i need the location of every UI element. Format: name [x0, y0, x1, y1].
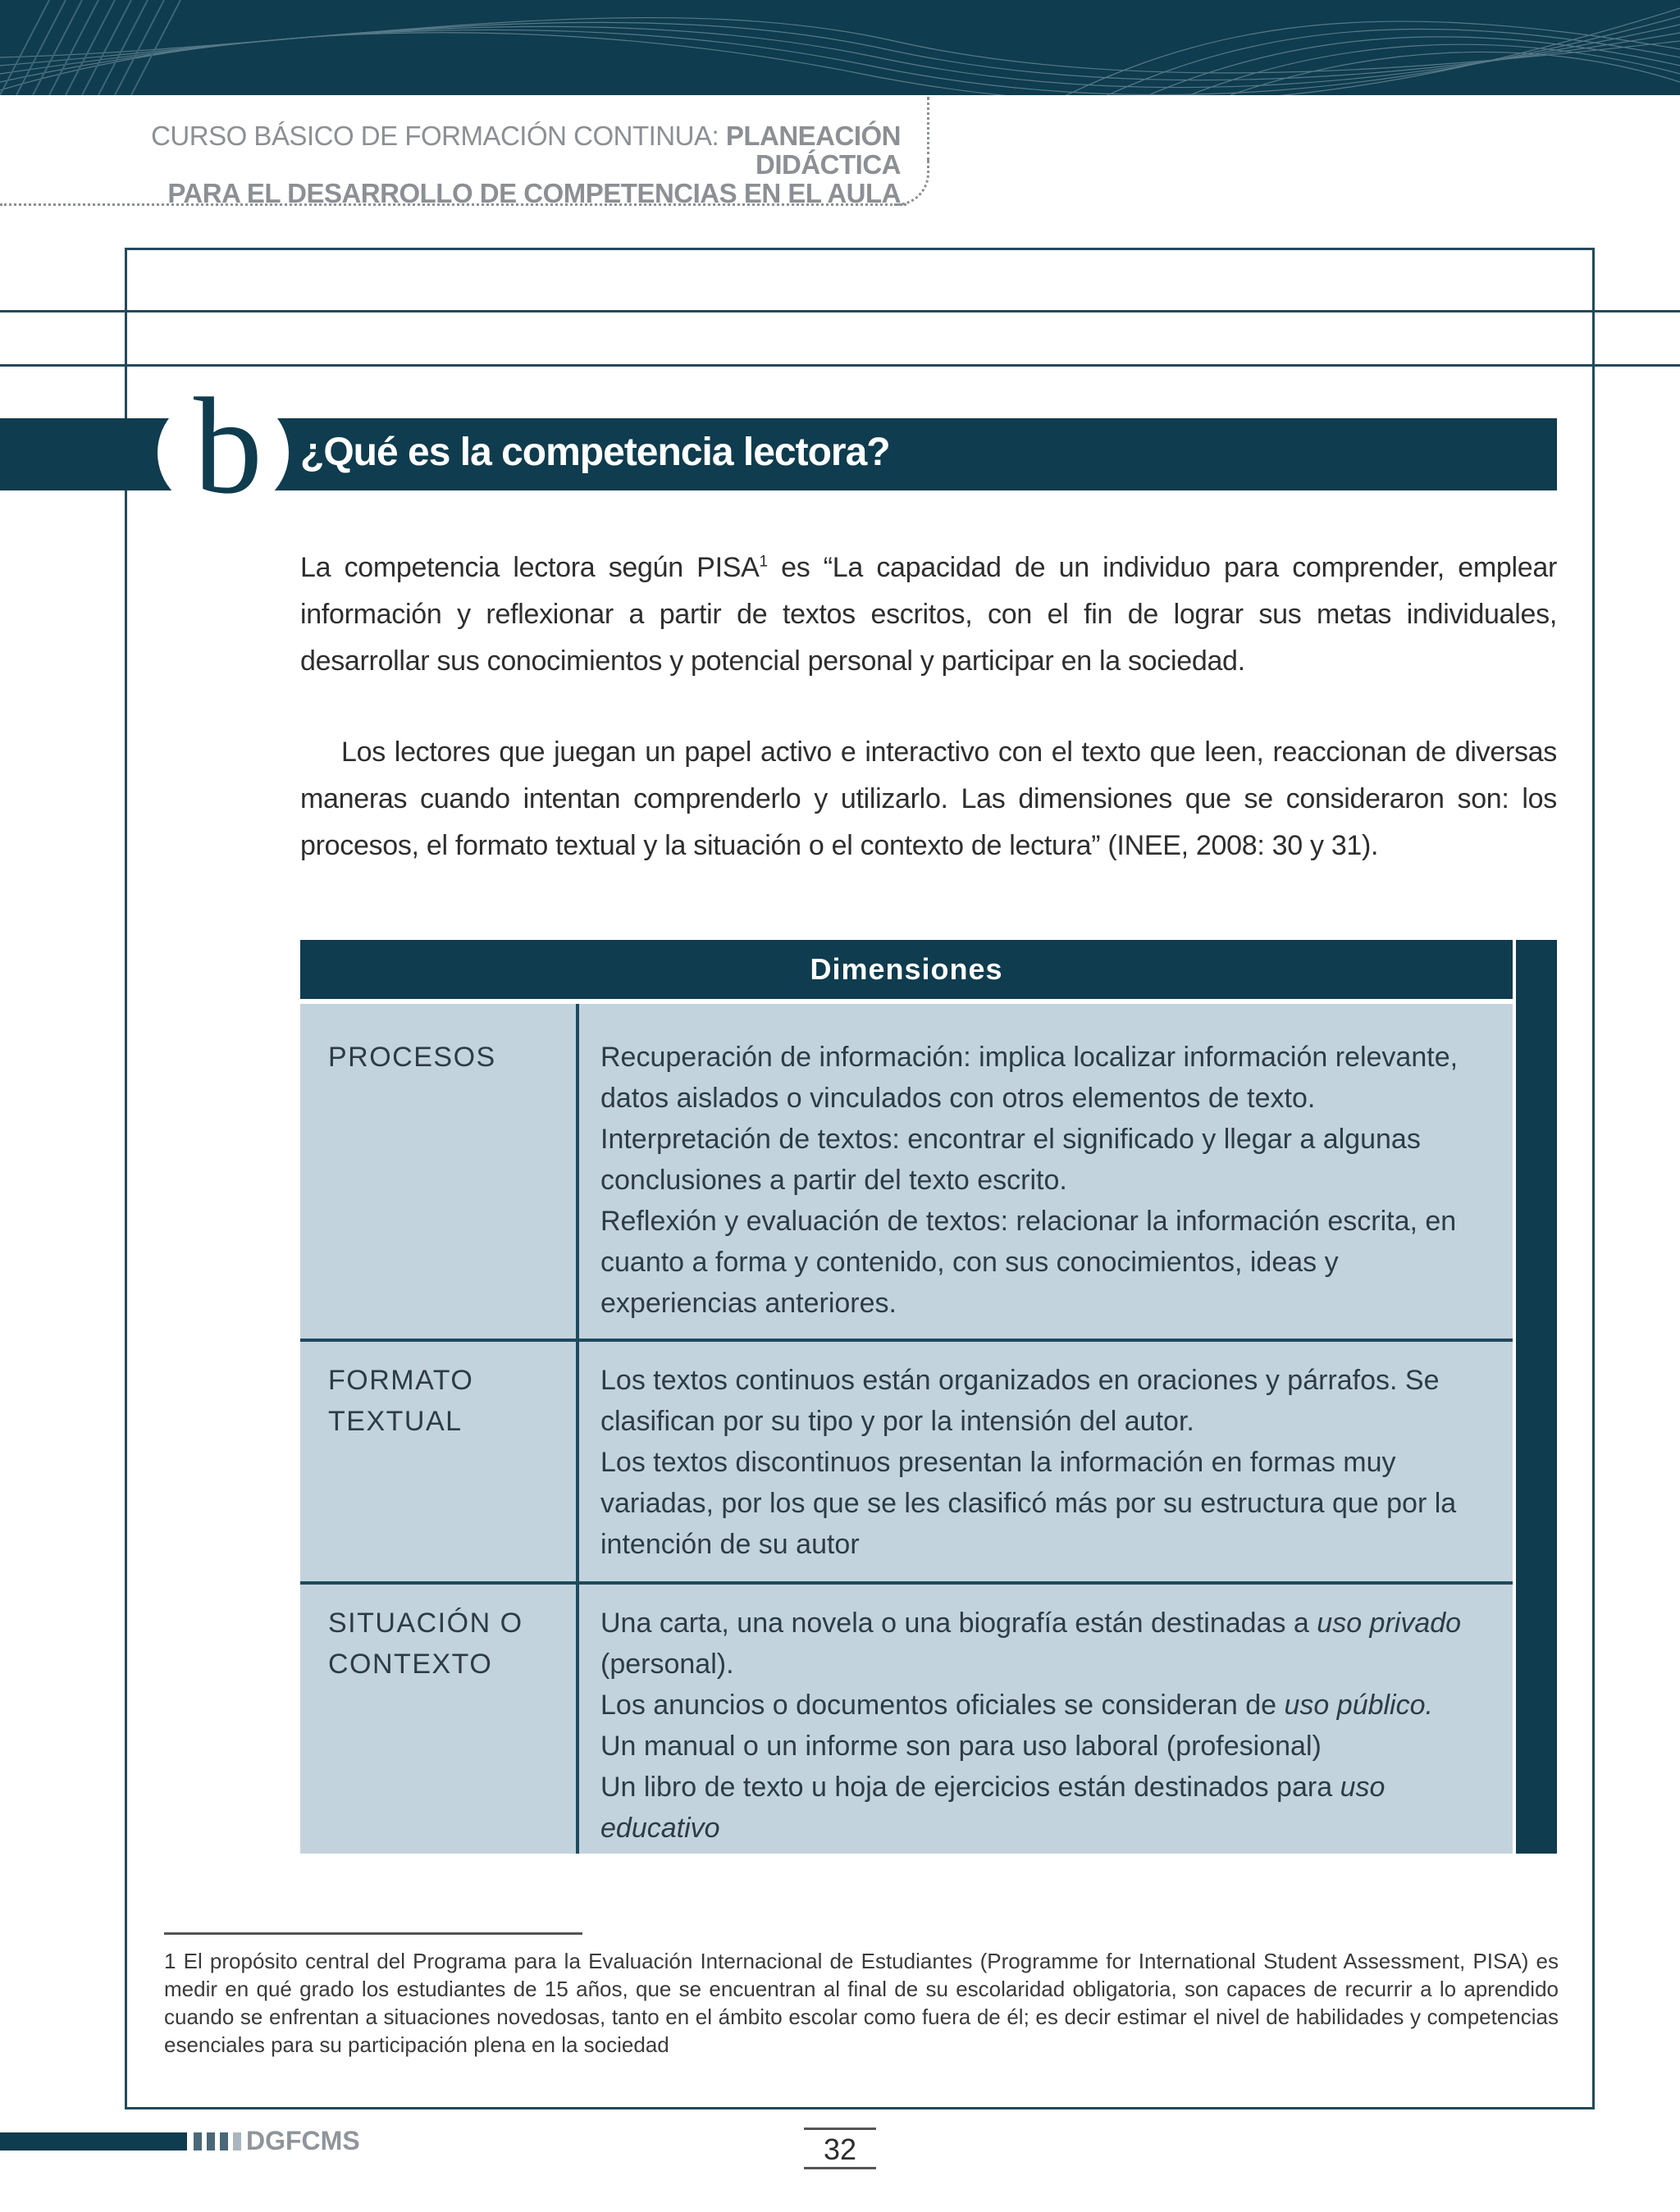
desc-line [600, 1767, 1495, 1849]
desc-line: Un manual o un informe son para uso laboral (profesional) [600, 1731, 1322, 1762]
desc-line: Reflexión y evaluación de textos: relacionar la información escrita, en cuanto a forma y contenido, con sus conocimientos, ideas y experiencias anteriores. [600, 1206, 1457, 1319]
page-number-rule-bottom [804, 2167, 876, 2169]
footer-ticks [194, 2132, 246, 2150]
header-dotted-rule-vertical [927, 97, 929, 161]
desc-line: Interpretación de textos: encontrar el significado y llegar a algunas conclusiones a partir del texto escrito. [600, 1124, 1421, 1196]
footnote: 1 El propósito central del Programa para la Evaluación Internacional de Estudiantes (Programme for International Student Assessment, PISA) es medir en qué grado los estudiantes de 15 años, que se encuentran al final de su escolaridad obligatoria, son capaces de recurrir a lo aprendido cuando se enfrentan a situaciones novedosas, tanto en el ámbito escolar como fuera de él; es decir estimar el nivel de habilidades y competencias esenciales para su participación plena en la sociedad [164, 1949, 1559, 2057]
row-description [600, 1037, 1495, 1324]
desc-text: Los anuncios o documentos oficiales se consideran de [600, 1690, 1285, 1721]
desc-emphasis: uso privado [1317, 1608, 1462, 1639]
frame-rule-1 [0, 310, 1680, 312]
desc-line: Los textos continuos están organizados en oraciones y párrafos. Se clasifican por su tipo y por la intensión del autor. [600, 1365, 1440, 1437]
section-letter-badge [158, 370, 289, 522]
section-letter: b [194, 370, 262, 522]
paragraph-1-start: La competencia lectora según PISA [300, 552, 760, 583]
section-title: ¿Qué es la competencia lectora? [300, 431, 890, 474]
row-label: SITUACIÓN O CONTEXTO [328, 1608, 523, 1680]
footer-bar [0, 2132, 187, 2150]
footnote-rule [164, 1932, 582, 1935]
course-title [0, 121, 901, 208]
row-description [600, 1360, 1495, 1565]
course-title-line1: PLANEACIÓN DIDÁCTICA [725, 121, 901, 180]
header-dotted-corner [894, 161, 929, 206]
footer-brand: DGFCMS [246, 2126, 360, 2155]
desc-line: Los textos discontinuos presentan la información en formas muy variadas, por los que se les clasificó más por su estructura que por la intención de su autor [600, 1447, 1457, 1560]
page-number-rule-top [804, 2128, 876, 2130]
paragraph-1-rest: es “La capacidad de un individuo para comprender, emplear información y reflexionar a partir de textos escritos, con el fin de lograr sus metas individuales, desarrollar sus conocimientos y potencial personal y participar en la sociedad. [300, 552, 1557, 677]
desc-line: Recuperación de información: implica localizar información relevante, datos aislados o vinculados con otros elementos de texto. [600, 1042, 1459, 1114]
desc-line [600, 1603, 1495, 1685]
table-side-bar [1516, 940, 1557, 1854]
desc-emphasis: uso público. [1284, 1690, 1433, 1721]
course-title-prefix: CURSO BÁSICO DE FORMACIÓN CONTINUA: [151, 121, 726, 151]
row-label: PROCESOS [328, 1042, 496, 1073]
paragraph-2: Los lectores que juegan un papel activo e interactivo con el texto que leen, reaccionan de diversas maneras cuando intentan comprenderlo y utilizarlo. Las dimensiones que se consideraron son: los procesos, el formato textual y la situación o el contexto de lectura” (INEE, 2008: 30 y 31). [300, 737, 1557, 861]
frame-rule-2 [0, 364, 1680, 367]
desc-text: Un libro de texto u hoja de ejercicios están destinados para [600, 1772, 1340, 1803]
desc-text: Una carta, una novela o una biografía están destinadas a [600, 1608, 1317, 1639]
table-row-situacion [300, 1585, 1513, 1854]
desc-text: (personal). [600, 1649, 734, 1680]
paragraph-1 [300, 545, 1557, 685]
footnote-ref: 1 [759, 553, 768, 571]
dimensions-table [300, 940, 1557, 1854]
header-banner [0, 0, 1680, 95]
desc-line [600, 1685, 1495, 1726]
course-title-line2: PARA EL DESARROLLO DE COMPETENCIAS EN EL AULA [167, 178, 901, 208]
row-description [600, 1603, 1495, 1849]
desc-emphasis: uso educativo [600, 1772, 1386, 1844]
row-label: FORMATO TEXTUAL [328, 1365, 474, 1437]
header-dotted-rule [0, 203, 906, 206]
table-column-separator [576, 1004, 579, 1854]
page-number: 32 [823, 2132, 857, 2166]
table-header: Dimensiones [300, 940, 1513, 999]
banner-wave-pattern [0, 0, 1680, 95]
